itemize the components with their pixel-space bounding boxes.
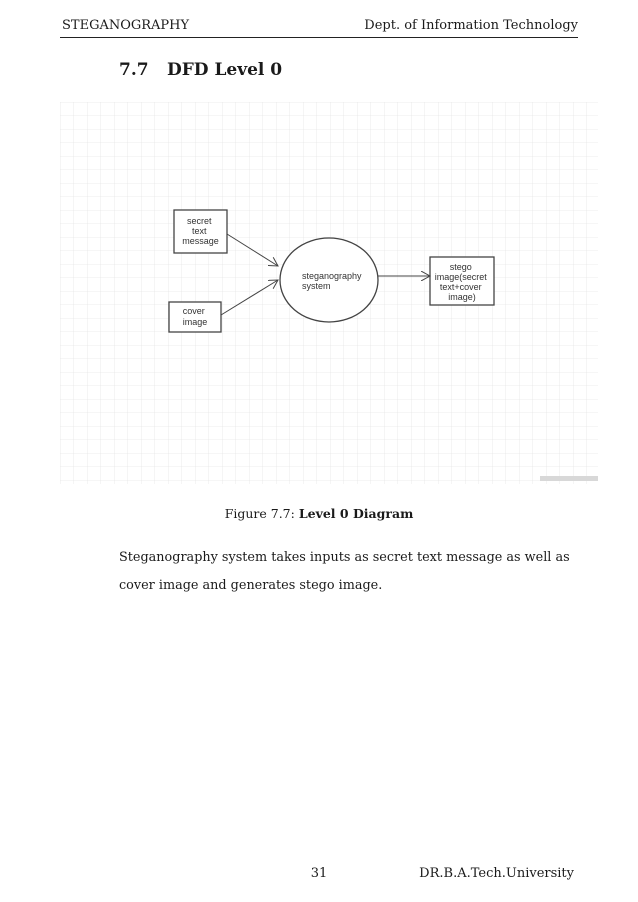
node-stego-line-4: image) (448, 292, 476, 302)
footer-university: DR.B.A.Tech.University (419, 866, 574, 881)
running-header-left: STEGANOGRAPHY (62, 18, 190, 33)
node-steganography-system (280, 238, 378, 322)
body-paragraph: Steganography system takes inputs as secret text message as well as cover image and generates stego image. (119, 550, 570, 593)
node-secret-text-message (174, 210, 227, 253)
node-process-line-2: system (302, 281, 331, 291)
svg-text:cover image (183, 306, 208, 327)
node-secret-line-2: text (191, 226, 207, 236)
figure-caption (0, 506, 638, 521)
node-process-line-1: steganography (302, 271, 362, 281)
section-heading (119, 60, 282, 80)
node-cover-line-2: image (182, 317, 208, 327)
section-title: DFD Level 0 (167, 60, 283, 80)
node-cover-line-1: cover (182, 306, 205, 316)
dfd-level0-diagram (60, 102, 598, 484)
node-secret-line-3: message (182, 236, 219, 246)
node-stego-line-3: text+cover (439, 282, 482, 292)
running-header-right: Dept. of Information Technology (364, 18, 578, 33)
node-secret-line-1: secret (186, 216, 212, 226)
header-rule (60, 37, 578, 38)
node-stego-line-2: image(secret (434, 272, 487, 282)
node-stego-image (430, 257, 494, 305)
section-number: 7.7 (119, 60, 149, 80)
scrollbar-fragment (540, 476, 598, 481)
page-number: 31 (310, 866, 328, 881)
node-cover-image (169, 302, 221, 332)
node-stego-line-1: stego (449, 262, 472, 272)
figure-title: Level 0 Diagram (298, 506, 414, 521)
figure-label: Figure 7.7: (224, 506, 295, 521)
